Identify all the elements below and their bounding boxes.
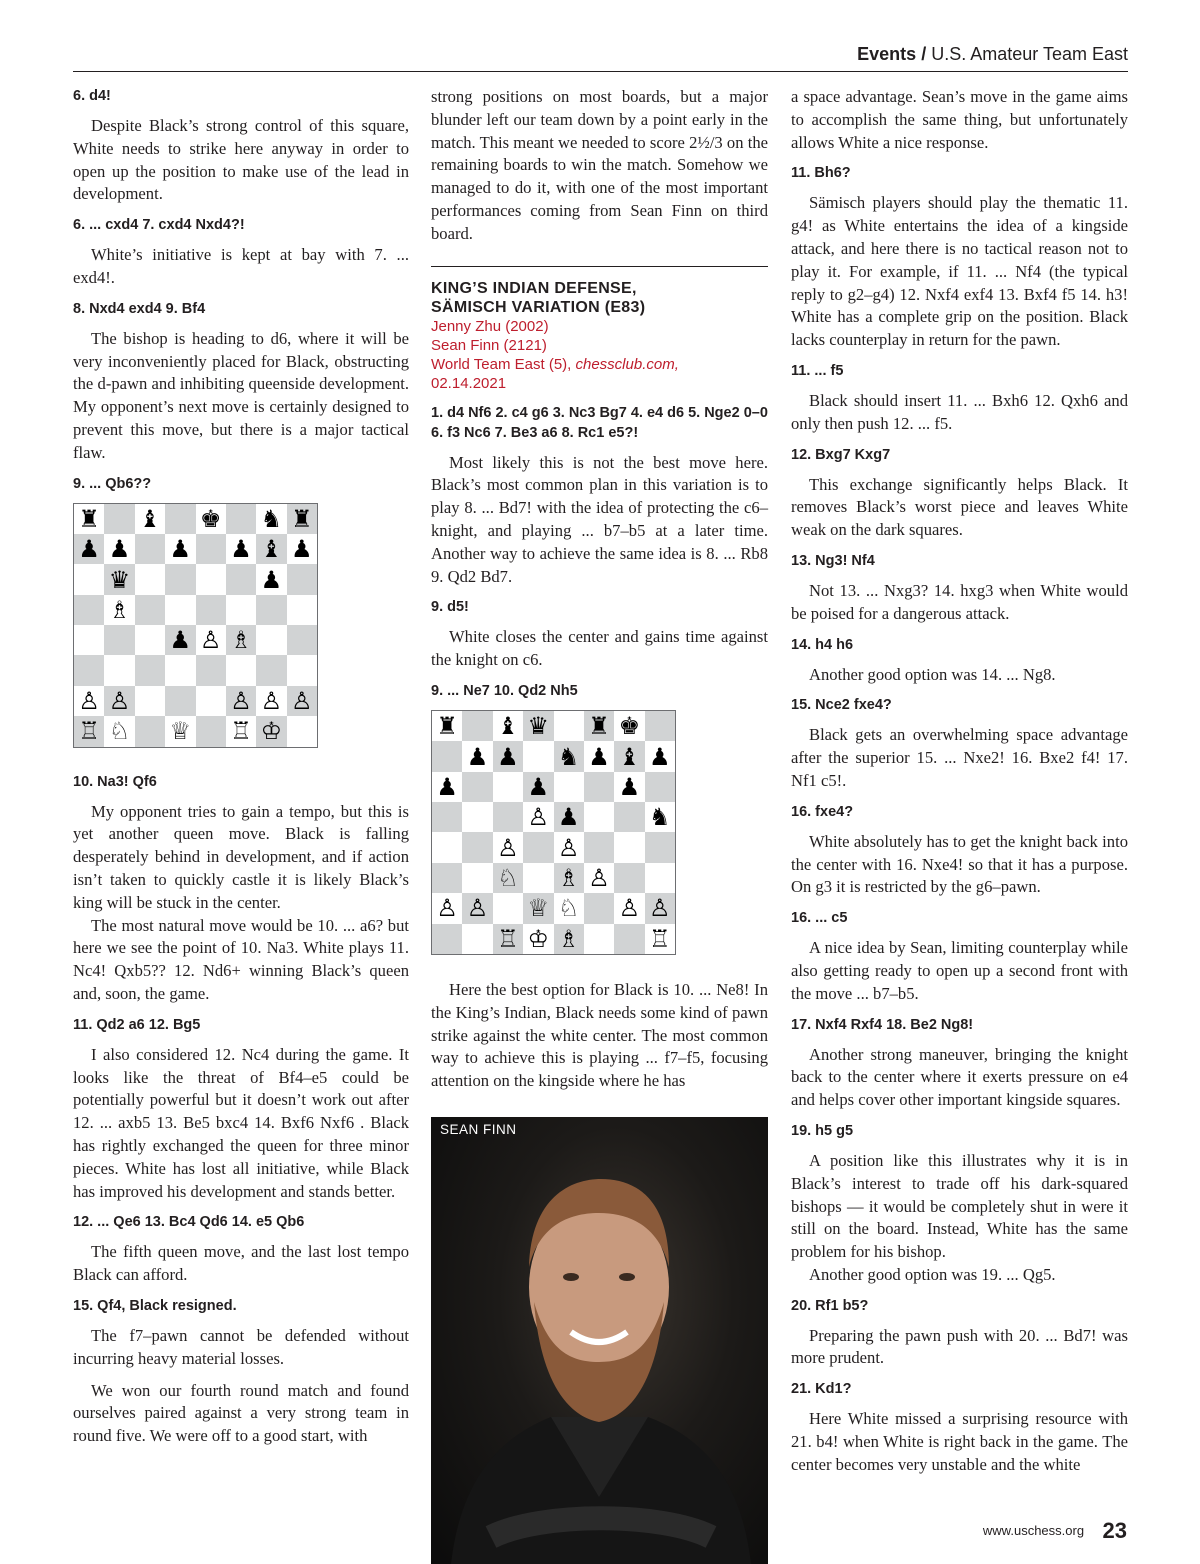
board-square [614, 711, 644, 741]
paragraph: Most likely this is not the best move here. Black’s most common plan in this variation is to play 8. ... Bd7! with the idea of protecting the c6–knight, and playing ... b7–b5 at a later time. Another way to achieve the same idea is 8. ... Rb8 9. Qd2 Bd7. [431, 452, 768, 586]
game-title-line-1: KING’S INDIAN DEFENSE, [431, 279, 637, 297]
board-square [74, 716, 104, 746]
board-square [287, 655, 317, 685]
white-pawn-icon: ♙ [497, 833, 519, 862]
board-square [135, 655, 165, 685]
board-square [135, 564, 165, 594]
move-line: 15. Qf4, Black resigned. [73, 1297, 237, 1314]
paragraph: White absolutely has to get the knight back into the center with 16. Nxe4! so that it has a purpose. On g3 it is restricted by the g6–pawn. [791, 831, 1128, 897]
black-pawn-icon: ♟ [230, 535, 252, 564]
board-square [256, 564, 286, 594]
footer-url: www.uschess.org [982, 1523, 1085, 1538]
white-pawn-icon: ♙ [199, 626, 222, 655]
board-square [196, 564, 226, 594]
white-rook-icon: ♖ [78, 717, 100, 746]
board-square [226, 716, 256, 746]
board-square [165, 686, 195, 716]
header-section: Events [857, 44, 917, 64]
move-line: 12. ... Qe6 13. Bc4 Qd6 14. e5 Qb6 [73, 1214, 305, 1231]
board-square [584, 802, 614, 832]
board-square [104, 564, 134, 594]
board-square [196, 716, 226, 746]
paragraph: Black gets an overwhelming space advantage after the superior 15. ... Nxe2! 16. Bxe2 f4! 17. Nf1 c5!. [791, 725, 1128, 790]
header-divider [73, 71, 1128, 72]
paragraph: Another good option was 19. ... Qg5. [809, 1264, 1056, 1284]
white-pawn-icon: ♙ [436, 894, 458, 923]
board-square [256, 655, 286, 685]
board-square [104, 595, 134, 625]
white-king-icon: ♔ [527, 924, 550, 953]
white-rook-icon: ♖ [497, 924, 519, 953]
black-pawn-icon: ♟ [557, 803, 580, 832]
board-square [432, 893, 462, 923]
header-separator: / [921, 44, 927, 64]
white-pawn-icon: ♙ [291, 687, 313, 715]
white-bishop-icon: ♗ [108, 595, 131, 624]
black-knight-icon: ♞ [557, 742, 580, 771]
white-pawn-icon: ♙ [108, 687, 131, 715]
paragraph: Sämisch players should play the thematic 11. g4! as White entertains the idea of a kingside attack, and here there is no tactical reason not to play it. For example, if 11. ... Nf4 (the typical reply to g2–g4) 12. Nxf4 exf4 13. Bxf4 f5 14. h3! White has a complete grip on the position. Black lacks counterplay in return for the pawn. [791, 193, 1128, 350]
board-square [614, 802, 644, 832]
black-knight-icon: ♞ [260, 504, 283, 533]
black-bishop-icon: ♝ [497, 712, 519, 741]
board-square [523, 741, 553, 771]
black-pawn-icon: ♟ [78, 535, 100, 564]
board-square [462, 924, 492, 954]
black-pawn-icon: ♟ [618, 772, 641, 801]
paragraph: Preparing the pawn push with 20. ... Bd7! was more prudent. [791, 1325, 1128, 1368]
white-rook-icon: ♖ [230, 717, 252, 746]
column-3 [791, 86, 1128, 1486]
black-pawn-icon: ♟ [291, 535, 313, 564]
board-square [287, 534, 317, 564]
paragraph: The bishop is heading to d6, where it will be very inconveniently placed for Black, obstructing the d-pawn and inhibiting queenside development. My opponent’s next move is certainly designed to prevent this move, but there is a major tactical flaw. [73, 328, 409, 462]
black-rook-icon: ♜ [436, 712, 458, 741]
board-square [584, 741, 614, 771]
board-square [432, 711, 462, 741]
board-square [196, 534, 226, 564]
board-square [645, 741, 675, 771]
board-square [462, 711, 492, 741]
board-square [135, 716, 165, 746]
page-footer [983, 1518, 1127, 1544]
board-square [554, 863, 584, 893]
board-square [135, 686, 165, 716]
move-line: 6. d4! [73, 88, 111, 104]
board-square [287, 686, 317, 716]
paragraph: strong positions on most boards, but a major blunder left our team down by a point early in the match. This meant we needed to score 2½/3 on the remaining boards to win the match. Somehow we managed to do it, with one of the most important performances coming from Sean Finn on third board. [431, 87, 768, 243]
board-square [432, 802, 462, 832]
column-1 [73, 86, 409, 1457]
board-square [287, 625, 317, 655]
board-square [226, 595, 256, 625]
board-square [226, 504, 256, 534]
board-square [493, 802, 523, 832]
paragraph: The most natural move would be 10. ... a6? but here we see the point of 10. Na3. White plays 11. Nc4! Qxb5?? 12. Nd6+ winning Black’s queen and, soon, the game. [73, 915, 409, 1003]
board-square [584, 893, 614, 923]
board-square [432, 863, 462, 893]
board-square [645, 802, 675, 832]
white-rook-icon: ♖ [649, 924, 671, 953]
black-king-icon: ♚ [618, 712, 641, 741]
board-square [104, 534, 134, 564]
board-square [74, 564, 104, 594]
board-square [74, 534, 104, 564]
board-square [554, 832, 584, 862]
black-pawn-icon: ♟ [260, 565, 283, 594]
board-square [256, 686, 286, 716]
black-pawn-icon: ♟ [497, 742, 519, 771]
portrait-illustration [431, 1117, 768, 1564]
board-square [196, 504, 226, 534]
board-square [462, 802, 492, 832]
move-line: 15. Nce2 fxe4? [791, 697, 892, 714]
board-square [74, 686, 104, 716]
board-square [554, 802, 584, 832]
white-pawn-icon: ♙ [649, 894, 671, 923]
event-line [431, 355, 768, 374]
white-knight-icon: ♘ [497, 864, 519, 893]
board-square [432, 832, 462, 862]
board-square [256, 625, 286, 655]
move-line: 13. Ng3! Nf4 [791, 552, 875, 569]
board-square [287, 595, 317, 625]
board-square [196, 625, 226, 655]
board-square [104, 504, 134, 534]
board-square [493, 893, 523, 923]
paragraph: Black should insert 11. ... Bxh6 12. Qxh6 and only then push 12. ... f5. [791, 390, 1128, 433]
move-line: 16. fxe4? [791, 803, 854, 820]
board-square [523, 711, 553, 741]
board-square [523, 802, 553, 832]
paragraph: a space advantage. Sean’s move in the game aims to accomplish the same thing, but unfortunately allows White a nice response. [791, 87, 1128, 152]
white-pawn-icon: ♙ [588, 864, 610, 893]
move-line: 21. Kd1? [791, 1381, 852, 1398]
paragraph: Not 13. ... Nxg3? 14. hxg3 when White would be poised for a dangerous attack. [791, 580, 1128, 623]
paragraph: The f7–pawn cannot be defended without incurring heavy material losses. [73, 1325, 409, 1368]
board-square [554, 711, 584, 741]
board-square [165, 655, 195, 685]
chess-diagram-2 [431, 710, 676, 955]
paragraph: I also considered 12. Nc4 during the game. It looks like the threat of Bf4–e5 could be potentially powerful but it doesn’t work out after 12. ... axb5 13. Be5 bxc4 14. Bxf6 Nxf6 . Black has rightly exchanged the queen for three minor pieces. White has lost all initiative, while Black has improved his development and stands better. [73, 1044, 409, 1201]
board-square [74, 655, 104, 685]
chess-diagram-1 [73, 503, 318, 748]
white-pawn-icon: ♙ [557, 833, 580, 862]
move-line: 12. Bxg7 Kxg7 [791, 446, 891, 463]
board-square [554, 772, 584, 802]
page-number: 23 [1102, 1518, 1127, 1543]
board-square [256, 504, 286, 534]
move-line: 1. d4 Nf6 2. c4 g6 3. Nc3 Bg7 4. e4 d6 5. Nge2 0–0 6. f3 Nc6 7. Be3 a6 8. Rc1 e5?! [431, 404, 768, 441]
photo-caption: SEAN FINN [440, 1122, 517, 1137]
black-rook-icon: ♜ [291, 504, 313, 533]
black-king-icon: ♚ [199, 504, 222, 533]
player-photo [431, 1117, 768, 1564]
black-queen-icon: ♛ [527, 712, 550, 741]
white-bishop-icon: ♗ [557, 864, 580, 893]
game-title-line-2: SÄMISCH VARIATION (E83) [431, 298, 646, 316]
white-knight-icon: ♘ [557, 894, 580, 923]
board-square [135, 595, 165, 625]
board-square [104, 625, 134, 655]
white-pawn-icon: ♙ [618, 894, 641, 923]
board-square [165, 504, 195, 534]
board-square [523, 893, 553, 923]
black-rook-icon: ♜ [78, 504, 100, 533]
move-line: 19. h5 g5 [791, 1122, 854, 1139]
board-square [614, 893, 644, 923]
black-rook-icon: ♜ [588, 712, 610, 741]
black-pawn-icon: ♟ [649, 742, 671, 771]
paragraph: White closes the center and gains time against the knight on c6. [431, 627, 768, 670]
move-line: 9. ... Qb6?? [73, 475, 152, 492]
paragraph: A nice idea by Sean, limiting counterplay while also getting ready to open up a second front with the move ... b7–b5. [791, 938, 1128, 1003]
board-square [226, 625, 256, 655]
board-square [135, 534, 165, 564]
board-square [256, 716, 286, 746]
board-square [256, 534, 286, 564]
header-title: U.S. Amateur Team East [931, 44, 1128, 64]
move-line: 6. ... cxd4 7. cxd4 Nxd4?! [73, 217, 245, 234]
board-square [74, 625, 104, 655]
board-square [462, 832, 492, 862]
black-pawn-icon: ♟ [527, 772, 550, 801]
board-square [165, 716, 195, 746]
board-square [554, 893, 584, 923]
move-line: 16. ... c5 [791, 910, 848, 927]
board-square [493, 711, 523, 741]
move-line: 11. ... f5 [791, 362, 844, 379]
black-player: Sean Finn (2121) [431, 336, 547, 354]
move-line: 11. Bh6? [791, 165, 851, 182]
paragraph: A position like this illustrates why it is in Black’s interest to trade off his dark-squared bishops — it would be completely shut in were it still on the board. Instead, White has the same problem for his bishop. [791, 1150, 1128, 1262]
board-square [614, 772, 644, 802]
board-square [256, 595, 286, 625]
board-square [584, 711, 614, 741]
board-square [523, 924, 553, 954]
board-square [645, 863, 675, 893]
board-square [645, 711, 675, 741]
board-square [74, 595, 104, 625]
black-pawn-icon: ♟ [169, 626, 192, 655]
white-pawn-icon: ♙ [466, 894, 489, 923]
board-square [493, 863, 523, 893]
black-pawn-icon: ♟ [466, 742, 489, 771]
paragraph: Despite Black’s strong control of this square, White needs to strike here anyway in order to open up the position to make use of the lead in development. [73, 116, 409, 204]
paragraph: White’s initiative is kept at bay with 7. ... exd4!. [73, 245, 409, 287]
board-square [554, 924, 584, 954]
board-square [554, 741, 584, 771]
board-square [462, 741, 492, 771]
paragraph: Here White missed a surprising resource with 21. b4! when White is right back in the game. The center becomes very unstable and the white [791, 1409, 1128, 1474]
board-square [165, 534, 195, 564]
board-square [104, 686, 134, 716]
move-line: 9. d5! [431, 599, 469, 616]
section-divider [431, 266, 768, 267]
board-square [287, 564, 317, 594]
black-pawn-icon: ♟ [169, 535, 192, 564]
board-square [196, 655, 226, 685]
white-bishop-icon: ♗ [230, 626, 252, 655]
move-line: 20. Rf1 b5? [791, 1297, 869, 1314]
white-pawn-icon: ♙ [230, 687, 252, 715]
board-square [462, 772, 492, 802]
board-square [196, 686, 226, 716]
black-pawn-icon: ♟ [588, 742, 610, 771]
move-line: 17. Nxf4 Rxf4 18. Be2 Ng8! [791, 1016, 974, 1033]
board-square [226, 655, 256, 685]
board-square [135, 625, 165, 655]
board-square [104, 716, 134, 746]
board-square [645, 924, 675, 954]
paragraph: My opponent tries to gain a tempo, but this is yet another queen move. Black is falling desperately behind in development, and if action isn’t taken to quickly castle it is likely Black’s king will be stuck in the center. [73, 801, 409, 912]
paragraph: Another good option was 14. ... Ng8. [809, 664, 1056, 684]
board-square [165, 595, 195, 625]
board-square [645, 893, 675, 923]
board-square [165, 625, 195, 655]
white-pawn-icon: ♙ [260, 687, 283, 715]
board-square [432, 924, 462, 954]
board-square [614, 924, 644, 954]
black-bishop-icon: ♝ [139, 504, 161, 533]
board-square [462, 863, 492, 893]
black-bishop-icon: ♝ [260, 535, 283, 564]
black-queen-icon: ♛ [108, 565, 131, 594]
board-square [493, 772, 523, 802]
move-line: 11. Qd2 a6 12. Bg5 [73, 1016, 201, 1033]
paragraph: Here the best option for Black is 10. ... Ne8! In the King’s Indian, Black needs some kind of pawn strike against the white center. The most common way to achieve this is playing ... f7–f5, focusing attention on the kingside where he has [431, 979, 768, 1091]
board-square [287, 504, 317, 534]
black-pawn-icon: ♟ [108, 535, 131, 564]
board-square [432, 741, 462, 771]
board-square [584, 772, 614, 802]
board-square [226, 686, 256, 716]
board-square [226, 564, 256, 594]
board-square [135, 504, 165, 534]
board-square [226, 534, 256, 564]
paragraph: This exchange significantly helps Black. It removes Black’s worst piece and leaves White weak on the dark squares. [791, 474, 1128, 540]
board-square [614, 863, 644, 893]
paragraph: We won our fourth round match and found ourselves paired against a very strong team in round five. We were off to a good start, with [73, 1380, 409, 1446]
column-2 [431, 86, 768, 1102]
event-site: chessclub.com, [575, 355, 679, 373]
board-square [165, 564, 195, 594]
black-pawn-icon: ♟ [436, 772, 458, 801]
board-square [493, 741, 523, 771]
board-square [287, 716, 317, 746]
board-square [614, 741, 644, 771]
white-player: Jenny Zhu (2002) [431, 317, 549, 335]
paragraph: Another strong maneuver, bringing the knight back to the center where it exerts pressure on e4 and helps cover other important kingside squares. [791, 1044, 1128, 1110]
board-square [584, 924, 614, 954]
board-square [493, 924, 523, 954]
board-square [523, 863, 553, 893]
white-king-icon: ♔ [260, 717, 283, 746]
board-square [462, 893, 492, 923]
move-line: 14. h4 h6 [791, 636, 854, 653]
board-square [74, 504, 104, 534]
running-header [0, 44, 1128, 65]
board-square [196, 595, 226, 625]
white-queen-icon: ♕ [527, 894, 550, 923]
black-knight-icon: ♞ [649, 803, 671, 832]
move-line: 9. ... Ne7 10. Qd2 Nh5 [431, 682, 578, 699]
event-date: 02.14.2021 [431, 374, 507, 392]
board-square [104, 655, 134, 685]
move-line: 10. Na3! Qf6 [73, 773, 157, 790]
board-square [523, 832, 553, 862]
board-square [584, 832, 614, 862]
board-square [584, 863, 614, 893]
white-pawn-icon: ♙ [78, 687, 100, 715]
white-pawn-icon: ♙ [527, 803, 550, 832]
move-line: 8. Nxd4 exd4 9. Bf4 [73, 300, 206, 317]
white-bishop-icon: ♗ [557, 924, 580, 953]
white-queen-icon: ♕ [169, 717, 192, 746]
board-square [523, 772, 553, 802]
black-bishop-icon: ♝ [618, 742, 641, 771]
board-square [614, 832, 644, 862]
board-square [645, 832, 675, 862]
event-name: World Team East (5), [431, 355, 576, 373]
white-knight-icon: ♘ [108, 717, 131, 746]
board-square [493, 832, 523, 862]
board-square [432, 772, 462, 802]
paragraph: The fifth queen move, and the last lost tempo Black can afford. [73, 1242, 409, 1285]
board-square [645, 772, 675, 802]
